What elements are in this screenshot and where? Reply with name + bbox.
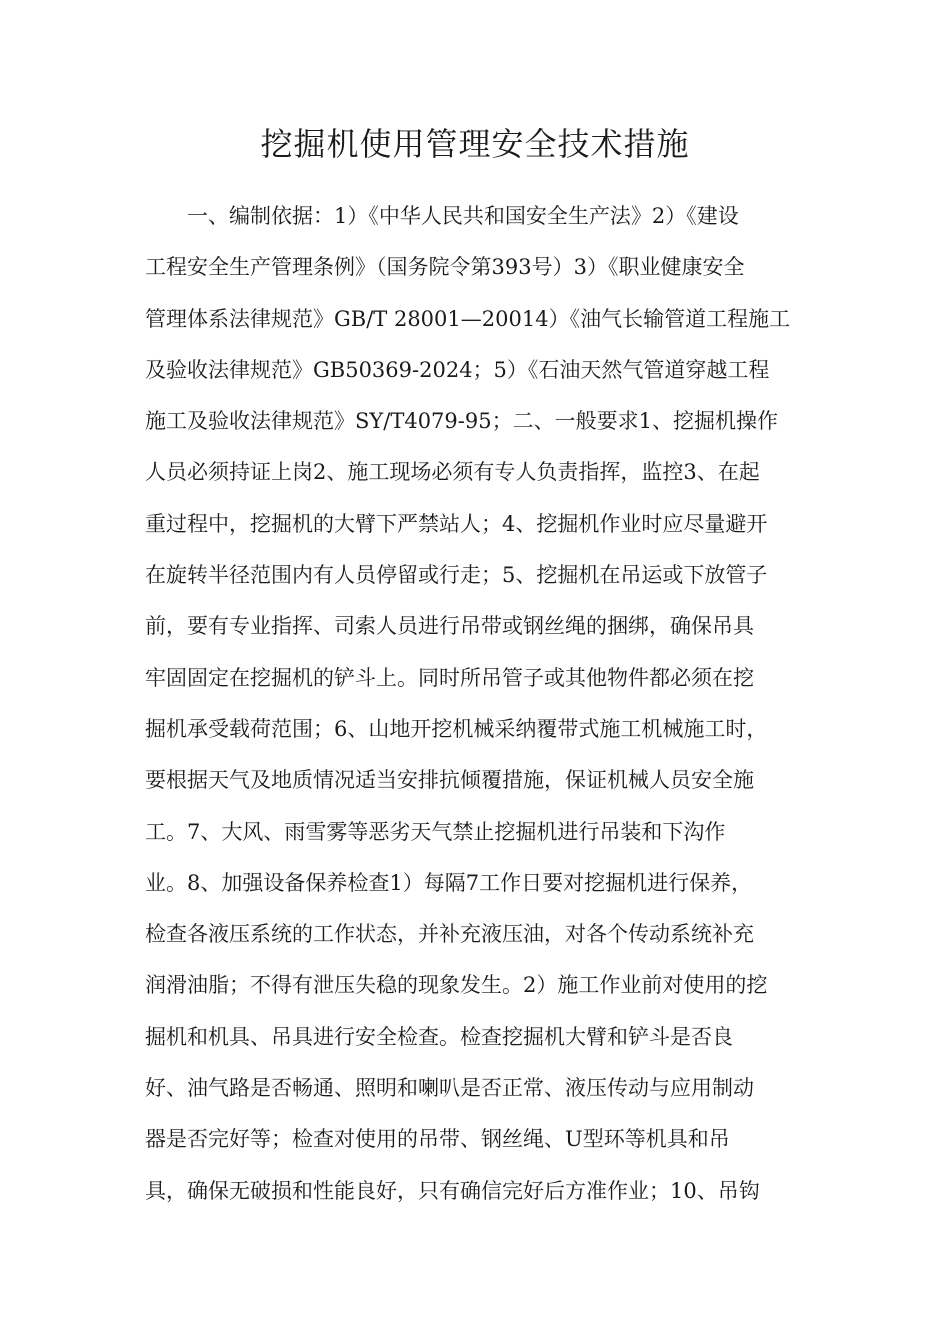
- body-line: 掘机和机具、吊具进行安全检查。检查挖掘机大臂和铲斗是否良: [145, 1024, 733, 1049]
- body-line: 重过程中，挖掘机的大臂下严禁站人；4、挖掘机作业时应尽量避开: [145, 511, 768, 536]
- body-line: 要根据天气及地质情况适当安排抗倾覆措施，保证机械人员安全施: [145, 768, 754, 793]
- body-line: 人员必须持证上岗2、施工现场必须有专人负责指挥，监控3、在起: [145, 460, 760, 485]
- body-line: 在旋转半径范围内有人员停留或行走；5、挖掘机在吊运或下放管子: [145, 563, 768, 588]
- body-line: 施工及验收法律规范》SY/T4079-95；二、一般要求1、挖掘机操作: [145, 409, 778, 434]
- body-line: 工。7、大风、雨雪雾等恶劣天气禁止挖掘机进行吊装和下沟作: [145, 819, 726, 844]
- body-line: 掘机承受载荷范围；6、山地开挖机械采纳覆带式施工机械施工时，: [145, 716, 768, 741]
- body-line: 润滑油脂；不得有泄压失稳的现象发生。2）施工作业前对使用的挖: [145, 973, 768, 998]
- body-line: 及验收法律规范》GB50369-2024；5）《石油天然气管道穿越工程: [145, 357, 770, 382]
- body-line: 好、油气路是否畅通、照明和喇叭是否正常、液压传动与应用制动: [145, 1076, 754, 1101]
- body-line: 前，要有专业指挥、司索人员进行吊带或钢丝绳的捆绑，确保吊具: [145, 614, 754, 639]
- body-line: 牢固固定在挖掘机的铲斗上。同时所吊管子或其他物件都必须在挖: [145, 665, 754, 690]
- body-line: 一、编制依据：1）《中华人民共和国安全生产法》2）《建设: [187, 204, 739, 228]
- body-line: 器是否完好等；检查对使用的吊带、钢丝绳、U型环等机具和吊: [145, 1127, 730, 1152]
- body-line: 管理体系法律规范》GB/T 28001—20014）《油气长输管道工程施工: [145, 306, 791, 331]
- document-title: 挖掘机使用管理安全技术措施: [260, 125, 690, 163]
- body-line: 工程安全生产管理条例》（国务院令第393号）3）《职业健康安全: [145, 255, 745, 280]
- body-line: 具，确保无破损和性能良好，只有确信完好后方准作业；10、吊钩: [145, 1178, 760, 1203]
- body-line: 业。8、加强设备保养检查1）每隔7工作日要对挖掘机进行保养，: [145, 870, 753, 895]
- body-line: 检查各液压系统的工作状态，并补充液压油，对各个传动系统补充: [145, 922, 754, 947]
- document-body: [145, 191, 815, 1217]
